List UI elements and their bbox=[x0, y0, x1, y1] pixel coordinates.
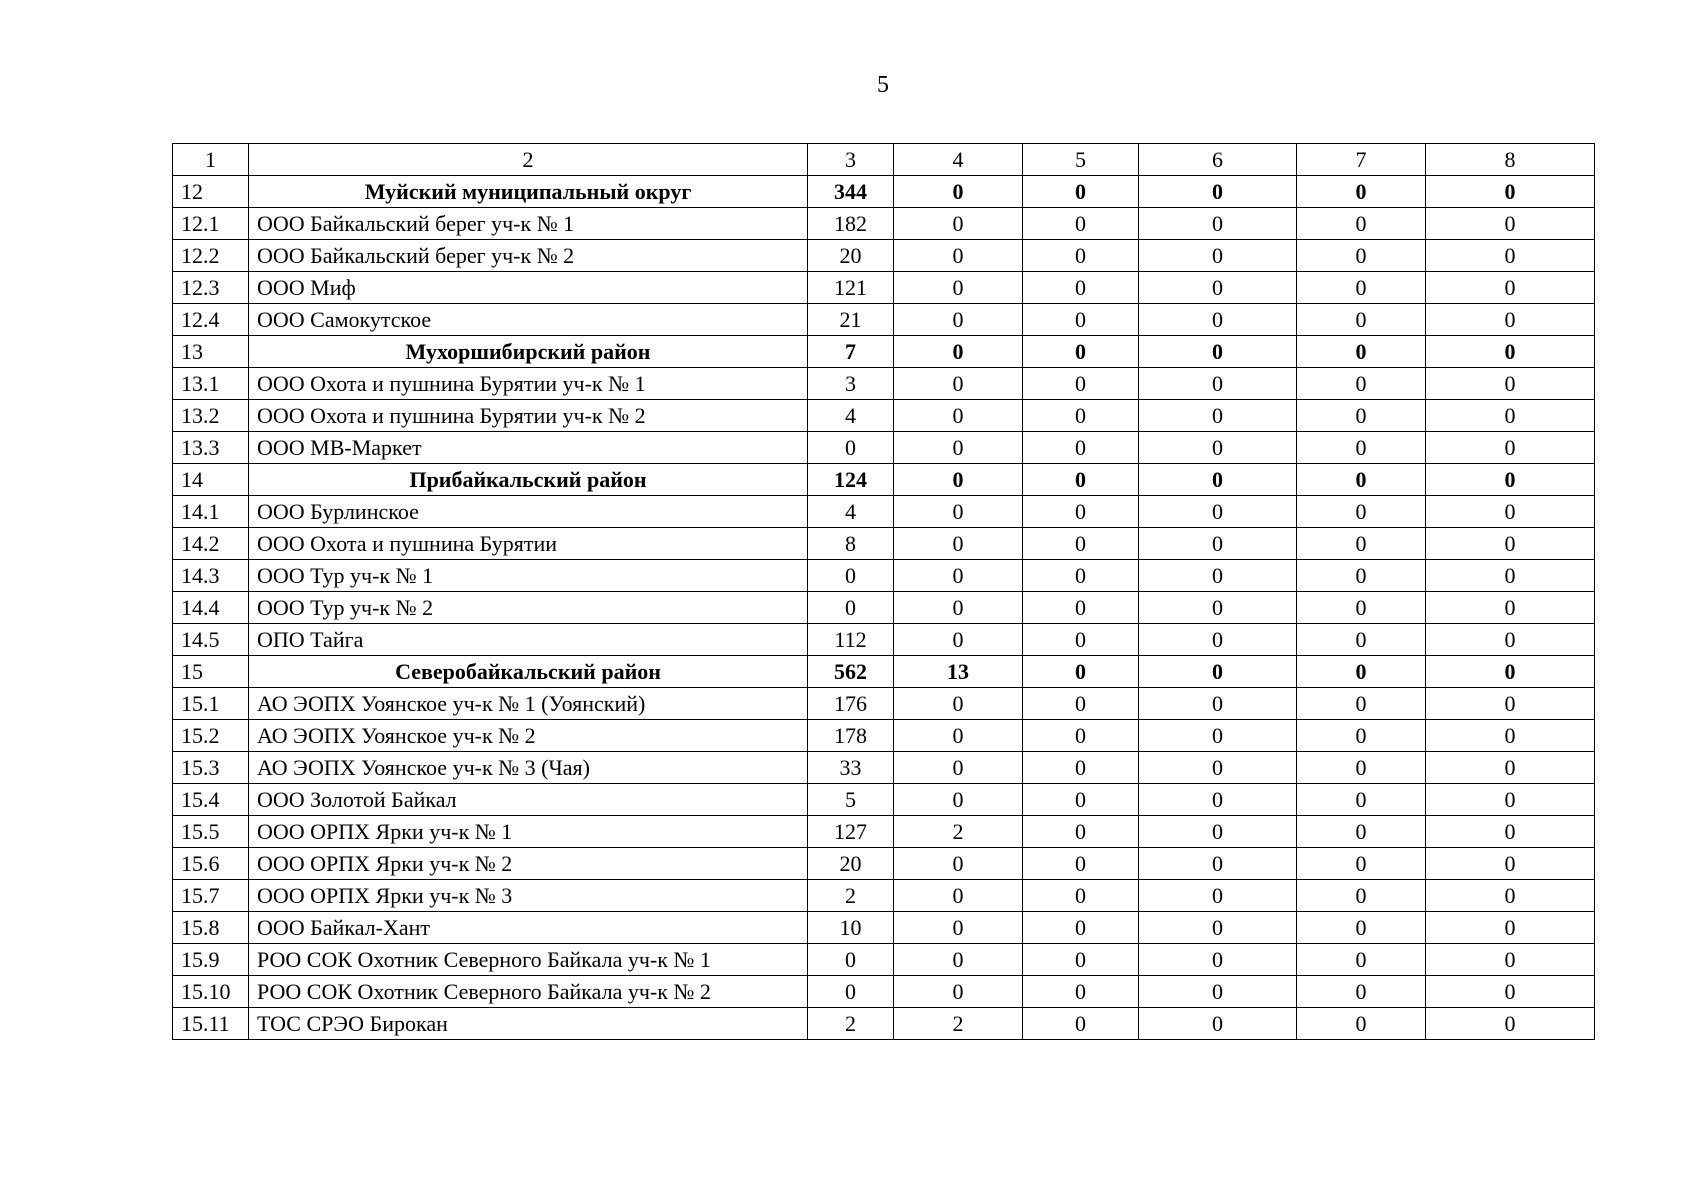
table-row bbox=[173, 496, 1595, 528]
table-row bbox=[173, 976, 1595, 1008]
row-number-cell: 15.9 bbox=[173, 944, 249, 976]
page-number: 5 bbox=[877, 72, 889, 98]
value-cell-col-7: 0 bbox=[1297, 624, 1426, 656]
row-number-cell: 15.1 bbox=[173, 688, 249, 720]
value-cell-col-6: 0 bbox=[1139, 720, 1297, 752]
value-cell-col-4: 0 bbox=[894, 272, 1023, 304]
row-name-cell: Мухоршибирский район bbox=[249, 336, 808, 368]
table-row bbox=[173, 560, 1595, 592]
value-cell-col-8: 0 bbox=[1426, 816, 1595, 848]
value-cell-col-5: 0 bbox=[1023, 1008, 1139, 1040]
value-cell-col-6: 0 bbox=[1139, 176, 1297, 208]
value-cell-col-4: 0 bbox=[894, 400, 1023, 432]
value-cell-col-4: 0 bbox=[894, 208, 1023, 240]
value-cell-col-6: 0 bbox=[1139, 528, 1297, 560]
row-name-cell: ООО Байкальский берег уч-к № 2 bbox=[249, 240, 808, 272]
table-row bbox=[173, 208, 1595, 240]
table-row bbox=[173, 880, 1595, 912]
value-cell-col-6: 0 bbox=[1139, 1008, 1297, 1040]
value-cell-col-6: 0 bbox=[1139, 752, 1297, 784]
value-cell-col-8: 0 bbox=[1426, 368, 1595, 400]
value-cell-col-7: 0 bbox=[1297, 976, 1426, 1008]
value-cell-col-6: 0 bbox=[1139, 784, 1297, 816]
row-number-cell: 13.3 bbox=[173, 432, 249, 464]
column-header: 8 bbox=[1426, 144, 1595, 176]
value-cell-col-5: 0 bbox=[1023, 240, 1139, 272]
row-number-cell: 15.6 bbox=[173, 848, 249, 880]
column-header: 2 bbox=[249, 144, 808, 176]
table-row bbox=[173, 752, 1595, 784]
value-cell-col-5: 0 bbox=[1023, 208, 1139, 240]
value-cell-col-3: 8 bbox=[808, 528, 894, 560]
value-cell-col-7: 0 bbox=[1297, 752, 1426, 784]
value-cell-col-5: 0 bbox=[1023, 560, 1139, 592]
table-row bbox=[173, 272, 1595, 304]
table-row bbox=[173, 624, 1595, 656]
value-cell-col-4: 2 bbox=[894, 1008, 1023, 1040]
column-header: 6 bbox=[1139, 144, 1297, 176]
value-cell-col-6: 0 bbox=[1139, 656, 1297, 688]
value-cell-col-4: 0 bbox=[894, 720, 1023, 752]
value-cell-col-4: 0 bbox=[894, 368, 1023, 400]
value-cell-col-8: 0 bbox=[1426, 528, 1595, 560]
value-cell-col-8: 0 bbox=[1426, 880, 1595, 912]
value-cell-col-7: 0 bbox=[1297, 720, 1426, 752]
table-row bbox=[173, 432, 1595, 464]
value-cell-col-3: 20 bbox=[808, 240, 894, 272]
table-row bbox=[173, 592, 1595, 624]
value-cell-col-7: 0 bbox=[1297, 368, 1426, 400]
value-cell-col-7: 0 bbox=[1297, 688, 1426, 720]
value-cell-col-4: 0 bbox=[894, 752, 1023, 784]
value-cell-col-4: 0 bbox=[894, 304, 1023, 336]
table-row bbox=[173, 304, 1595, 336]
value-cell-col-5: 0 bbox=[1023, 528, 1139, 560]
value-cell-col-7: 0 bbox=[1297, 912, 1426, 944]
row-number-cell: 15.11 bbox=[173, 1008, 249, 1040]
value-cell-col-8: 0 bbox=[1426, 400, 1595, 432]
value-cell-col-5: 0 bbox=[1023, 912, 1139, 944]
value-cell-col-3: 20 bbox=[808, 848, 894, 880]
value-cell-col-8: 0 bbox=[1426, 976, 1595, 1008]
row-number-cell: 14 bbox=[173, 464, 249, 496]
row-number-cell: 13 bbox=[173, 336, 249, 368]
row-name-cell: ООО Тур уч-к № 2 bbox=[249, 592, 808, 624]
row-name-cell: РОО СОК Охотник Северного Байкала уч-к № 2 bbox=[249, 976, 808, 1008]
value-cell-col-3: 2 bbox=[808, 1008, 894, 1040]
value-cell-col-5: 0 bbox=[1023, 944, 1139, 976]
table-group-row bbox=[173, 464, 1595, 496]
value-cell-col-3: 178 bbox=[808, 720, 894, 752]
row-name-cell: ООО Самокутское bbox=[249, 304, 808, 336]
table-row bbox=[173, 912, 1595, 944]
value-cell-col-4: 0 bbox=[894, 240, 1023, 272]
value-cell-col-8: 0 bbox=[1426, 912, 1595, 944]
row-number-cell: 14.3 bbox=[173, 560, 249, 592]
value-cell-col-4: 0 bbox=[894, 976, 1023, 1008]
value-cell-col-5: 0 bbox=[1023, 304, 1139, 336]
value-cell-col-4: 0 bbox=[894, 592, 1023, 624]
value-cell-col-8: 0 bbox=[1426, 1008, 1595, 1040]
value-cell-col-7: 0 bbox=[1297, 496, 1426, 528]
value-cell-col-7: 0 bbox=[1297, 592, 1426, 624]
value-cell-col-6: 0 bbox=[1139, 816, 1297, 848]
value-cell-col-3: 2 bbox=[808, 880, 894, 912]
value-cell-col-6: 0 bbox=[1139, 624, 1297, 656]
value-cell-col-7: 0 bbox=[1297, 560, 1426, 592]
column-header: 4 bbox=[894, 144, 1023, 176]
value-cell-col-6: 0 bbox=[1139, 464, 1297, 496]
value-cell-col-3: 7 bbox=[808, 336, 894, 368]
value-cell-col-4: 0 bbox=[894, 880, 1023, 912]
row-name-cell: Северобайкальский район bbox=[249, 656, 808, 688]
value-cell-col-6: 0 bbox=[1139, 304, 1297, 336]
value-cell-col-8: 0 bbox=[1426, 496, 1595, 528]
table-row bbox=[173, 816, 1595, 848]
row-name-cell: ООО МВ-Маркет bbox=[249, 432, 808, 464]
value-cell-col-6: 0 bbox=[1139, 976, 1297, 1008]
value-cell-col-5: 0 bbox=[1023, 720, 1139, 752]
value-cell-col-6: 0 bbox=[1139, 336, 1297, 368]
value-cell-col-5: 0 bbox=[1023, 976, 1139, 1008]
value-cell-col-3: 0 bbox=[808, 944, 894, 976]
table-group-row bbox=[173, 176, 1595, 208]
value-cell-col-7: 0 bbox=[1297, 304, 1426, 336]
value-cell-col-6: 0 bbox=[1139, 560, 1297, 592]
value-cell-col-7: 0 bbox=[1297, 336, 1426, 368]
value-cell-col-4: 0 bbox=[894, 784, 1023, 816]
row-number-cell: 15.4 bbox=[173, 784, 249, 816]
value-cell-col-5: 0 bbox=[1023, 368, 1139, 400]
row-name-cell: ООО Бурлинское bbox=[249, 496, 808, 528]
row-name-cell: РОО СОК Охотник Северного Байкала уч-к № 1 bbox=[249, 944, 808, 976]
column-header: 7 bbox=[1297, 144, 1426, 176]
value-cell-col-5: 0 bbox=[1023, 496, 1139, 528]
value-cell-col-6: 0 bbox=[1139, 688, 1297, 720]
value-cell-col-7: 0 bbox=[1297, 848, 1426, 880]
table-header-row bbox=[173, 144, 1595, 176]
value-cell-col-7: 0 bbox=[1297, 432, 1426, 464]
value-cell-col-7: 0 bbox=[1297, 208, 1426, 240]
row-number-cell: 15.8 bbox=[173, 912, 249, 944]
value-cell-col-8: 0 bbox=[1426, 304, 1595, 336]
value-cell-col-8: 0 bbox=[1426, 432, 1595, 464]
table-row bbox=[173, 1008, 1595, 1040]
value-cell-col-4: 0 bbox=[894, 528, 1023, 560]
value-cell-col-4: 0 bbox=[894, 336, 1023, 368]
row-number-cell: 15.3 bbox=[173, 752, 249, 784]
value-cell-col-8: 0 bbox=[1426, 784, 1595, 816]
value-cell-col-7: 0 bbox=[1297, 816, 1426, 848]
row-number-cell: 12 bbox=[173, 176, 249, 208]
table-row bbox=[173, 784, 1595, 816]
value-cell-col-4: 0 bbox=[894, 944, 1023, 976]
table-row bbox=[173, 848, 1595, 880]
value-cell-col-7: 0 bbox=[1297, 240, 1426, 272]
value-cell-col-6: 0 bbox=[1139, 848, 1297, 880]
row-number-cell: 15.10 bbox=[173, 976, 249, 1008]
value-cell-col-5: 0 bbox=[1023, 176, 1139, 208]
column-header: 3 bbox=[808, 144, 894, 176]
value-cell-col-3: 112 bbox=[808, 624, 894, 656]
value-cell-col-6: 0 bbox=[1139, 400, 1297, 432]
value-cell-col-3: 33 bbox=[808, 752, 894, 784]
value-cell-col-8: 0 bbox=[1426, 656, 1595, 688]
value-cell-col-3: 121 bbox=[808, 272, 894, 304]
table-row bbox=[173, 400, 1595, 432]
value-cell-col-7: 0 bbox=[1297, 880, 1426, 912]
row-number-cell: 15.2 bbox=[173, 720, 249, 752]
value-cell-col-6: 0 bbox=[1139, 208, 1297, 240]
value-cell-col-3: 5 bbox=[808, 784, 894, 816]
value-cell-col-6: 0 bbox=[1139, 496, 1297, 528]
row-name-cell: ООО Байкальский берег уч-к № 1 bbox=[249, 208, 808, 240]
row-name-cell: ООО Тур уч-к № 1 bbox=[249, 560, 808, 592]
data-table bbox=[172, 143, 1595, 1040]
value-cell-col-8: 0 bbox=[1426, 176, 1595, 208]
row-number-cell: 15 bbox=[173, 656, 249, 688]
row-number-cell: 12.4 bbox=[173, 304, 249, 336]
value-cell-col-6: 0 bbox=[1139, 912, 1297, 944]
value-cell-col-5: 0 bbox=[1023, 848, 1139, 880]
value-cell-col-5: 0 bbox=[1023, 784, 1139, 816]
row-number-cell: 14.5 bbox=[173, 624, 249, 656]
value-cell-col-5: 0 bbox=[1023, 464, 1139, 496]
value-cell-col-8: 0 bbox=[1426, 592, 1595, 624]
value-cell-col-8: 0 bbox=[1426, 208, 1595, 240]
row-name-cell: ТОС СРЭО Бирокан bbox=[249, 1008, 808, 1040]
row-name-cell: ООО Байкал-Хант bbox=[249, 912, 808, 944]
value-cell-col-5: 0 bbox=[1023, 752, 1139, 784]
row-number-cell: 12.1 bbox=[173, 208, 249, 240]
value-cell-col-4: 0 bbox=[894, 848, 1023, 880]
column-header: 1 bbox=[173, 144, 249, 176]
table-group-row bbox=[173, 336, 1595, 368]
row-name-cell: ООО Охота и пушнина Бурятии bbox=[249, 528, 808, 560]
row-name-cell: ООО Миф bbox=[249, 272, 808, 304]
value-cell-col-3: 0 bbox=[808, 592, 894, 624]
value-cell-col-5: 0 bbox=[1023, 432, 1139, 464]
row-name-cell: АО ЭОПХ Уоянское уч-к № 2 bbox=[249, 720, 808, 752]
value-cell-col-8: 0 bbox=[1426, 944, 1595, 976]
value-cell-col-3: 562 bbox=[808, 656, 894, 688]
value-cell-col-8: 0 bbox=[1426, 720, 1595, 752]
value-cell-col-4: 2 bbox=[894, 816, 1023, 848]
value-cell-col-8: 0 bbox=[1426, 336, 1595, 368]
value-cell-col-3: 176 bbox=[808, 688, 894, 720]
row-name-cell: Прибайкальский район bbox=[249, 464, 808, 496]
value-cell-col-8: 0 bbox=[1426, 848, 1595, 880]
row-number-cell: 14.4 bbox=[173, 592, 249, 624]
value-cell-col-3: 4 bbox=[808, 400, 894, 432]
row-name-cell: АО ЭОПХ Уоянское уч-к № 1 (Уоянский) bbox=[249, 688, 808, 720]
value-cell-col-6: 0 bbox=[1139, 240, 1297, 272]
value-cell-col-4: 0 bbox=[894, 688, 1023, 720]
row-number-cell: 12.2 bbox=[173, 240, 249, 272]
value-cell-col-3: 124 bbox=[808, 464, 894, 496]
value-cell-col-8: 0 bbox=[1426, 240, 1595, 272]
row-name-cell: ООО Охота и пушнина Бурятии уч-к № 1 bbox=[249, 368, 808, 400]
value-cell-col-6: 0 bbox=[1139, 944, 1297, 976]
value-cell-col-3: 182 bbox=[808, 208, 894, 240]
value-cell-col-7: 0 bbox=[1297, 272, 1426, 304]
column-header: 5 bbox=[1023, 144, 1139, 176]
row-name-cell: Муйский муниципальный округ bbox=[249, 176, 808, 208]
value-cell-col-4: 0 bbox=[894, 432, 1023, 464]
value-cell-col-7: 0 bbox=[1297, 528, 1426, 560]
value-cell-col-4: 0 bbox=[894, 560, 1023, 592]
value-cell-col-3: 4 bbox=[808, 496, 894, 528]
value-cell-col-6: 0 bbox=[1139, 368, 1297, 400]
row-number-cell: 15.7 bbox=[173, 880, 249, 912]
table-row bbox=[173, 368, 1595, 400]
row-name-cell: ООО ОРПХ Ярки уч-к № 2 bbox=[249, 848, 808, 880]
value-cell-col-5: 0 bbox=[1023, 688, 1139, 720]
value-cell-col-7: 0 bbox=[1297, 176, 1426, 208]
value-cell-col-3: 344 bbox=[808, 176, 894, 208]
row-number-cell: 13.2 bbox=[173, 400, 249, 432]
table-row bbox=[173, 528, 1595, 560]
table-row bbox=[173, 944, 1595, 976]
value-cell-col-5: 0 bbox=[1023, 400, 1139, 432]
value-cell-col-4: 0 bbox=[894, 912, 1023, 944]
value-cell-col-3: 3 bbox=[808, 368, 894, 400]
value-cell-col-8: 0 bbox=[1426, 752, 1595, 784]
value-cell-col-3: 0 bbox=[808, 560, 894, 592]
value-cell-col-8: 0 bbox=[1426, 688, 1595, 720]
table-row bbox=[173, 688, 1595, 720]
value-cell-col-4: 0 bbox=[894, 464, 1023, 496]
row-name-cell: ОПО Тайга bbox=[249, 624, 808, 656]
value-cell-col-6: 0 bbox=[1139, 880, 1297, 912]
value-cell-col-6: 0 bbox=[1139, 432, 1297, 464]
value-cell-col-5: 0 bbox=[1023, 272, 1139, 304]
row-name-cell: АО ЭОПХ Уоянское уч-к № 3 (Чая) bbox=[249, 752, 808, 784]
value-cell-col-8: 0 bbox=[1426, 624, 1595, 656]
value-cell-col-5: 0 bbox=[1023, 336, 1139, 368]
table-group-row bbox=[173, 656, 1595, 688]
value-cell-col-8: 0 bbox=[1426, 560, 1595, 592]
value-cell-col-5: 0 bbox=[1023, 624, 1139, 656]
row-number-cell: 14.2 bbox=[173, 528, 249, 560]
value-cell-col-4: 13 bbox=[894, 656, 1023, 688]
value-cell-col-5: 0 bbox=[1023, 880, 1139, 912]
row-number-cell: 12.3 bbox=[173, 272, 249, 304]
value-cell-col-4: 0 bbox=[894, 624, 1023, 656]
row-name-cell: ООО Охота и пушнина Бурятии уч-к № 2 bbox=[249, 400, 808, 432]
value-cell-col-6: 0 bbox=[1139, 272, 1297, 304]
table-row bbox=[173, 240, 1595, 272]
value-cell-col-4: 0 bbox=[894, 176, 1023, 208]
value-cell-col-3: 21 bbox=[808, 304, 894, 336]
row-name-cell: ООО Золотой Байкал bbox=[249, 784, 808, 816]
value-cell-col-3: 127 bbox=[808, 816, 894, 848]
value-cell-col-7: 0 bbox=[1297, 784, 1426, 816]
value-cell-col-3: 0 bbox=[808, 976, 894, 1008]
value-cell-col-7: 0 bbox=[1297, 1008, 1426, 1040]
value-cell-col-3: 0 bbox=[808, 432, 894, 464]
value-cell-col-4: 0 bbox=[894, 496, 1023, 528]
value-cell-col-5: 0 bbox=[1023, 592, 1139, 624]
value-cell-col-8: 0 bbox=[1426, 272, 1595, 304]
value-cell-col-5: 0 bbox=[1023, 656, 1139, 688]
value-cell-col-7: 0 bbox=[1297, 464, 1426, 496]
value-cell-col-7: 0 bbox=[1297, 944, 1426, 976]
value-cell-col-7: 0 bbox=[1297, 656, 1426, 688]
value-cell-col-5: 0 bbox=[1023, 816, 1139, 848]
row-number-cell: 14.1 bbox=[173, 496, 249, 528]
row-name-cell: ООО ОРПХ Ярки уч-к № 1 bbox=[249, 816, 808, 848]
value-cell-col-7: 0 bbox=[1297, 400, 1426, 432]
row-number-cell: 15.5 bbox=[173, 816, 249, 848]
row-number-cell: 13.1 bbox=[173, 368, 249, 400]
value-cell-col-3: 10 bbox=[808, 912, 894, 944]
value-cell-col-8: 0 bbox=[1426, 464, 1595, 496]
row-name-cell: ООО ОРПХ Ярки уч-к № 3 bbox=[249, 880, 808, 912]
table-row bbox=[173, 720, 1595, 752]
value-cell-col-6: 0 bbox=[1139, 592, 1297, 624]
table-body bbox=[173, 144, 1595, 1040]
